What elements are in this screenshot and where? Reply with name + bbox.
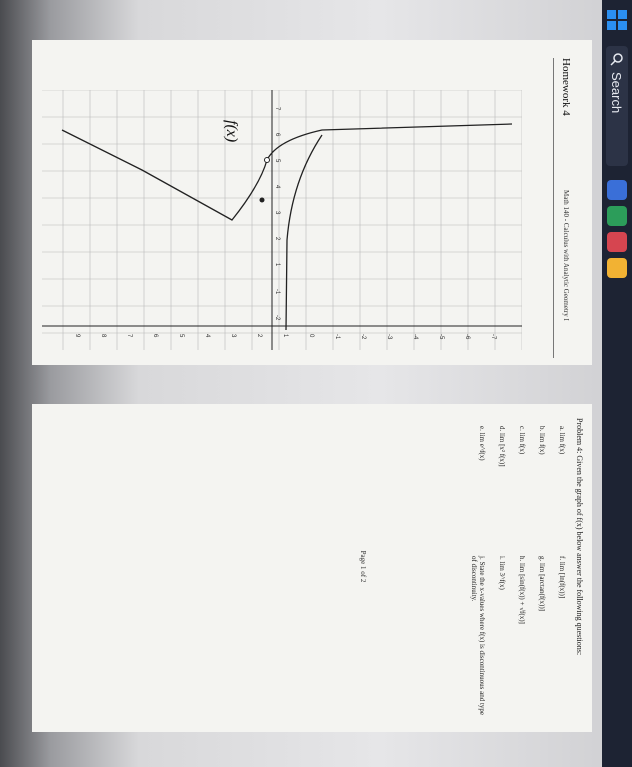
- taskbar-app-icon[interactable]: [607, 258, 627, 278]
- y-tick-label: 4: [274, 185, 280, 189]
- x-tick-label: 7: [126, 334, 132, 338]
- x-tick-label: -5: [438, 334, 444, 340]
- part-c: c. lim f(x): [518, 426, 526, 455]
- problem-statement: Problem 4: Given the graph of f(x) below answer the following questions:: [575, 418, 584, 656]
- windows-start-icon[interactable]: [607, 10, 627, 30]
- x-tick-label: 1: [282, 334, 288, 338]
- header-rule: [553, 58, 554, 358]
- document-page-graph: [32, 40, 592, 365]
- taskbar-app-icon[interactable]: [607, 232, 627, 252]
- y-tick-label: 6: [274, 133, 280, 137]
- graph-label: f(x): [223, 120, 240, 143]
- page-footer: Page 1 of 2: [359, 550, 367, 583]
- x-tick-label: 4: [204, 334, 210, 338]
- y-tick-label: -2: [274, 315, 280, 321]
- x-tick-label: 0: [308, 334, 314, 338]
- problem-parts: [470, 426, 566, 716]
- part-b: b. lim f(x): [538, 426, 546, 455]
- x-tick-label: -1: [334, 334, 340, 340]
- graph-grid: [42, 90, 522, 350]
- part-i: i. lim 3^f(x): [498, 556, 506, 590]
- y-tick-label: -1: [274, 289, 280, 295]
- taskbar-app-icon[interactable]: [607, 180, 627, 200]
- taskbar-search[interactable]: [606, 46, 628, 166]
- search-icon: [610, 52, 624, 66]
- x-tick-label: 9: [74, 334, 80, 338]
- y-tick-label: 1: [274, 263, 280, 267]
- x-tick-label: -2: [360, 334, 366, 340]
- part-d: d. lim [x² f(x)]: [498, 426, 506, 467]
- y-tick-label: 2: [274, 237, 280, 241]
- y-tick-label: 5: [274, 159, 280, 163]
- graph-left-branch: [286, 135, 322, 330]
- y-tick-label: 3: [274, 211, 280, 215]
- course-title: Math 140 - Calculus with Analytic Geometry I: [562, 190, 570, 321]
- graph-curve: [62, 124, 512, 220]
- taskbar-app-icon[interactable]: [607, 206, 627, 226]
- x-tick-label: 5: [178, 334, 184, 338]
- filled-point: [260, 198, 265, 203]
- part-a: a. lim f(x): [558, 426, 566, 455]
- x-tick-label: -4: [412, 334, 418, 340]
- taskbar: [602, 0, 632, 767]
- x-tick-label: 6: [152, 334, 158, 338]
- x-tick-label: -6: [464, 334, 470, 340]
- x-tick-label: 2: [256, 334, 262, 338]
- search-label: Search: [609, 72, 625, 114]
- part-f: f. lim [ln(f(x))]: [558, 556, 566, 599]
- x-tick-label: 3: [230, 334, 236, 338]
- part-g: g. lim [arctan(f(x))]: [538, 556, 546, 611]
- homework-title: Homework 4: [560, 58, 572, 116]
- taskbar-apps: [607, 180, 627, 284]
- part-j: j. State the x-values where f(x) is discontinuous and type of discontinuity.: [470, 556, 486, 716]
- function-graph: [42, 90, 522, 350]
- part-e: e. lim e^f(x): [478, 426, 486, 461]
- open-point: [265, 158, 270, 163]
- document-page-problem: [32, 404, 592, 732]
- part-h: h. lim [sin(f(x)) + √f(x)]: [518, 556, 526, 624]
- x-tick-label: 8: [100, 334, 106, 338]
- y-tick-label: 7: [274, 107, 280, 111]
- x-tick-label: -3: [386, 334, 392, 340]
- x-tick-label: -7: [490, 334, 496, 340]
